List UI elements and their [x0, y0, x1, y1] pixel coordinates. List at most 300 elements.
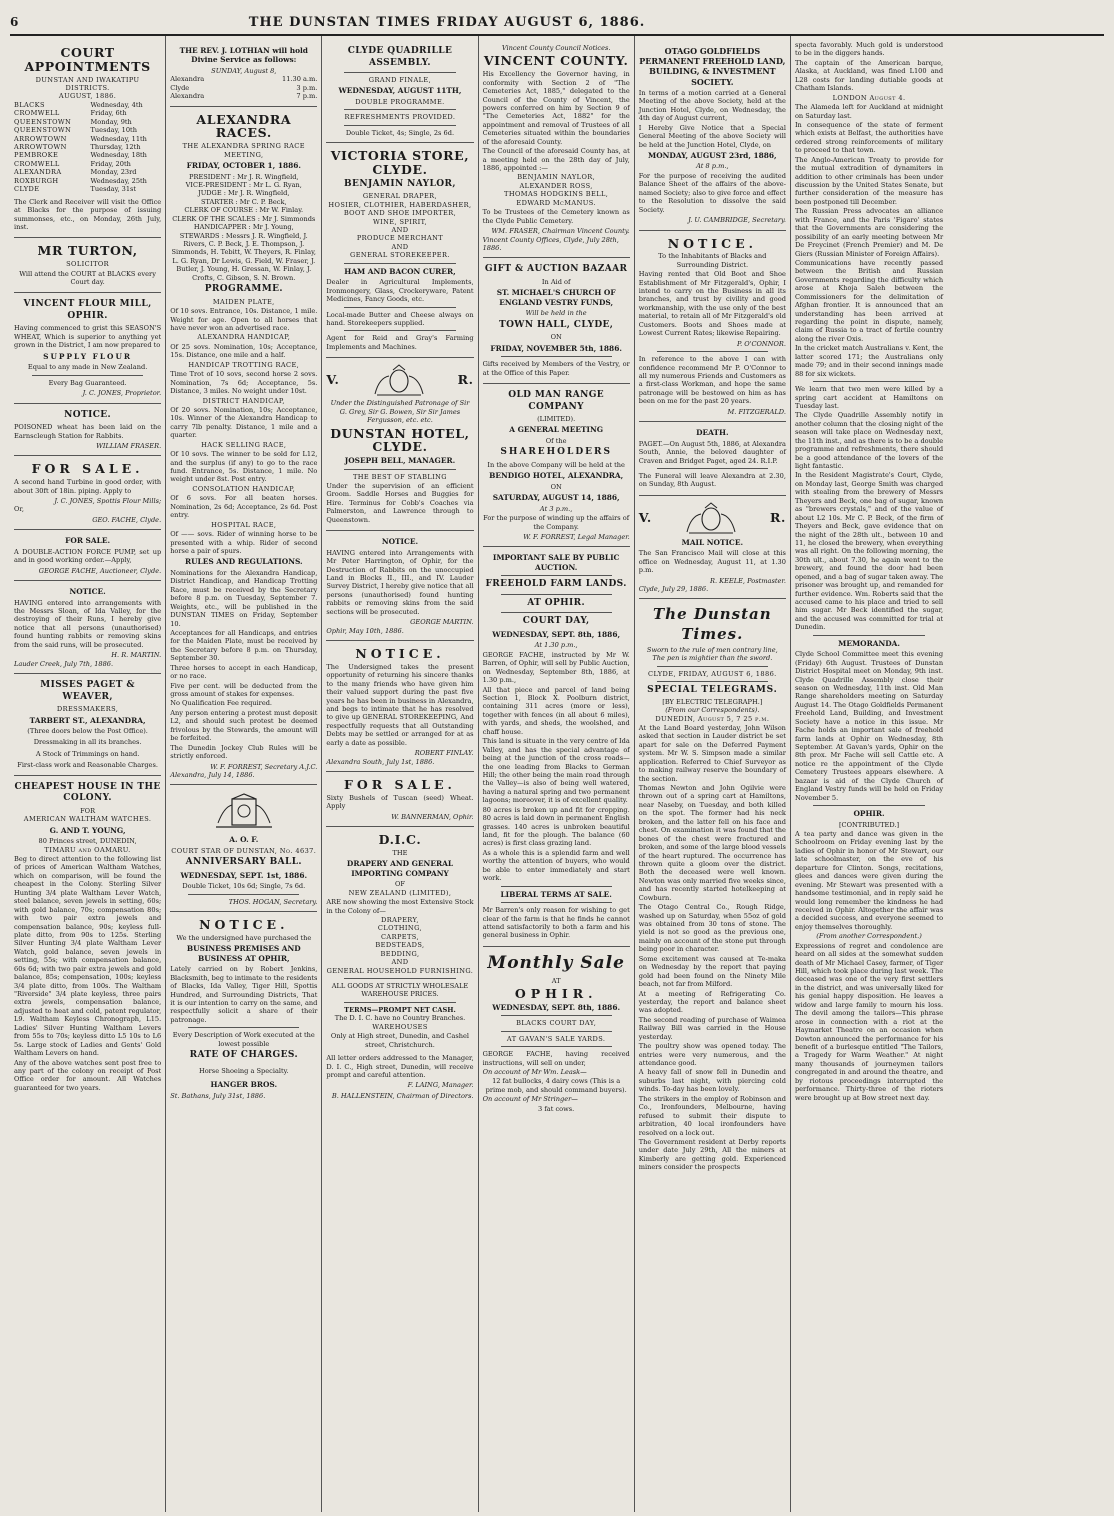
court-row	[14, 143, 161, 151]
memo-body: Clyde School Committee meet this evening (Friday) 6th August. Trustees of Dunstan District Hospital meet on Monday, 9th inst. Clyde Quadrille Assembly close their season on Wednesday, 11th inst. Old Man Range shareholders meeting on Saturday August 14. The Otago Goldfields Permanent Freehold Land, Building, and Investment Society have a notice in this issue. Mr Fache holds an important sale of freehold farm lands at Ophir on Wednesday, 8th September. At Gavan's yards, Ophir on the 8th prox. Mr Fache will sell Cattle etc. A notice re the appointment of the Clyde Cemetery Trustees appears elsewhere. A bazaar is aid of the Clyde Church of England Vestry funds will be held on Friday November 5.	[794, 650, 944, 802]
vc-trust: To be Trustees of the Cemetery known as the Clyde Public Cemetery.	[482, 208, 630, 225]
ad-anniversary-ball	[170, 785, 317, 912]
race-event-text: Of 25 sovs. Nomination, 10s; Acceptance, 15s. Distance, one mile and a half.	[170, 342, 318, 360]
paget-stock: A Stock of Trimmings on hand.	[35, 749, 140, 758]
ad-monthly-sale	[483, 947, 630, 1119]
race-event-text: Of 10 sovs. The winner to be sold for L12, and the surplus (if any) to go to the race fund. Entrance, 5s. Distance, 1 mile. No weight under 8st. Post entry.	[170, 450, 318, 484]
ad-alexandra-races	[170, 107, 317, 786]
finlay-place: Alexandra South, July 1st, 1886.	[326, 757, 435, 766]
ophir-body: A tea party and dance was given in the Schoolroom on Friday evening last by the ladies of Ophir in honor of Mr Stewart, our late schoolmaster, on the eve of his departure for Clinton. Songs, recitations, glees and dances were given during the evening. Mr Stewart was presented with a handsome testimonial, and in reply said he would long remember the kindness he had received in Ophir. Altogether the affair was a decided success, and everyone seemed to enjoy themselves thoroughly.	[794, 830, 944, 931]
hotel-best: THE BEST OF STABLING	[352, 472, 447, 481]
dic-good: CLOTHING,	[377, 924, 423, 933]
rev-schedule	[170, 75, 317, 100]
court-place: PEMBROKE	[14, 151, 59, 160]
tele-body5: At a meeting of Refrigerating Co. yesterday, the report and balance sheet was adopted.	[638, 989, 786, 1015]
races-sig: W. F. FORREST, Secretary A.J.C.	[210, 762, 318, 771]
forsale-or: Or,	[14, 505, 24, 514]
monthly-at: AT	[551, 976, 561, 985]
mill-sig: J. C. JONES, Proprietor.	[82, 389, 162, 398]
otago-sig: J. U. CAMBRIDGE, Secretary.	[688, 216, 786, 225]
dic-prices: ALL GOODS AT STRICTLY WHOLESALE WAREHOUSE PRICES.	[331, 982, 469, 999]
ad-victoria-store	[326, 143, 473, 358]
races-title: ALEXANDRA RACES.	[196, 111, 292, 141]
vic-body: Dealer in Agricultural Implements, Ironmongery, Glass, Crockeryware, Patent Medicines, Fancy Goods, etc.	[326, 278, 474, 304]
court-month: AUGUST, 1886.	[58, 92, 117, 101]
tele-title: SPECIAL TELEGRAMS.	[647, 685, 778, 696]
death-funeral: The Funeral will leave Alexandra at 2.30, on Sunday, 8th August.	[638, 471, 786, 489]
shoe-ref: In reference to the above I can with confidence recommend Mr P. O'Connor to all my numerous Friends and Customers as a first-class Workman, and hope the same patronage will be bestowed on him as has been on me for the past 20 years.	[638, 355, 786, 406]
royal-arms-icon	[683, 500, 739, 536]
race-rule: Nominations for the Alexandra Handicap, District Handicap, and Handicap Trotting Race, must be received by the Secretary before 8 p.m. on Tuesday, September 7. Weights, etc., will be published in the DUNSTAN TIMES on Friday, September 10.	[170, 568, 318, 628]
ad-notice-finlay	[326, 641, 473, 772]
court-row	[14, 168, 161, 176]
finlay-body: The Undersigned takes the present opportunity of returning his sincere thanks to the many friends who have given him their valued support during the past five years he has been in business in Alexandra, and begs to intimate that he has resolved to give up GENERAL STOREKEEPING, And respectfully requests that all Outstanding Debts may be settled or arranged for at as early a date as possible.	[326, 662, 474, 747]
rabbit-body: HAVING entered into Arrangements with Mr Peter Harrington, of Ophir, for the Destruction of Rabbits on the unoccupied Land in Blocks II., III., and IV. Lauder Survey District, I hereby give notice that all persons (unauthorised) found hunting rabbits or removing skins from the said sections will be prosecuted.	[326, 548, 474, 616]
race-event-text: Of 20 sovs. Nomination, 10s; Acceptance, 10s. Winner of the Alexandra Handicap to carry 7lb penalty. Distance, 1 mile and a quarter.	[170, 405, 318, 440]
service-row	[170, 75, 317, 83]
race-official: VICE-PRESIDENT : Mr L. G. Ryan,	[185, 180, 302, 189]
shoe-title: NOTICE.	[667, 235, 757, 251]
bazaar-held: Will be held in the	[525, 309, 587, 318]
court-row	[14, 185, 161, 193]
finlay-title: NOTICE.	[355, 646, 445, 662]
auction-body3: This land is situate in the very centre of Ida Valley, and has the special advantage of being at the junction of the cross roads—the one leading from Blacks to German Hill; the other being the main road through the Valley—is also of being well watered, having a natural spring and two permanent lagoons; moreover, it is of excellent quality.	[482, 737, 630, 805]
news-body2: The captain of the American barque, Alaska, at Auckland, was fined L100 and L28 costs for landing dutiable goods at Chatham Islands.	[794, 58, 944, 93]
bazaar-title: GIFT & AUCTION BAZAAR	[484, 264, 628, 275]
otago-body1: In terms of a motion carried at a General Meeting of the above Society, held at the Junction Hotel, Clyde, on Wednesday, the 4th day of August current,	[638, 88, 786, 123]
mail-body: The San Francisco Mail will close at this office on Wednesday, August 11, at 1.30 p.m.	[638, 549, 786, 575]
auction-body5: As a whole this is a splendid farm and well worthy the attention of buyers, who would be able to enter immediately and start work.	[482, 848, 630, 883]
court-place: QUEENSTOWN	[14, 126, 72, 135]
ad-court-appointments	[14, 40, 161, 238]
vr-right: R.	[457, 372, 474, 388]
tele-body4: Some excitement was caused at Te-maka on Wednesday by the report that paying gold had been found on the Ninety Mile beach, not far from Milford.	[638, 954, 786, 989]
ad-for-sale-wheat	[326, 772, 473, 827]
ball-order: A. O. F.	[229, 835, 259, 845]
rules-title: RULES AND REGULATIONS.	[184, 557, 303, 567]
ad-flour-mill	[14, 293, 161, 403]
race-event-text: Time Trot of 10 sovs, second horse 2 sovs. Nomination, 7s 6d; Acceptance, 5s. Distance, 3 miles. No weight under 10st.	[170, 370, 318, 396]
service-time: 11.30 a.m.	[282, 75, 318, 84]
biz-prem: BUSINESS PREMISES AND BUSINESS AT OPHIR,	[186, 944, 301, 963]
wheat-body: Sixty Bushels of Tuscan (seed) Wheat. Apply	[326, 793, 474, 811]
race-rule: No Qualification Fee required.	[170, 699, 273, 708]
vc-body1: His Excellency the Governor having, in conformity with Section 2 of "The Cemeteries Act, 1885," delegated to the Council of the County of Vincent, the powers conferred on him by Section 9 of "The Cemeteries Act, 1882" for the appointment and removal of Trustees of all Cemeteries situated within the boundaries of the aforesaid County.	[482, 70, 630, 146]
column-5	[635, 36, 791, 1512]
auction-at: AT OPHIR.	[527, 597, 586, 608]
court-day: Thursday, 12th	[90, 143, 141, 151]
vr-left-2: V.	[638, 509, 652, 525]
news-body6: The Russian Press advocates an alliance with France, and the Paris 'Figaro' states that the Governments are considering the possibility of an early meeting between Mr De Freycinet (French Premier) and M. De Giers (Russian Minister of Foreign Affairs).	[794, 207, 944, 258]
biz-text: Lately carried on by Robert Jenkins, Blacksmith, beg to intimate to the residents of Blacks, Ida Valley, Tiger Hill, Spottis Hundred, and Surrounding Districts, That it is our intention to carry on the same, and respectfully solicit a share of their patronage.	[170, 965, 318, 1024]
biz-horse: Horse Shoeing a Specialty.	[198, 1066, 289, 1075]
vc-names	[483, 173, 630, 207]
pump-title: FOR SALE.	[65, 536, 111, 546]
paper-title: The Dunstan Times.	[653, 605, 772, 643]
race-event-name: HANDICAP TROTTING RACE,	[188, 360, 300, 369]
mill-supply: SUPPLY FLOUR	[43, 351, 133, 361]
dic-ware: WAREHOUSES	[372, 1022, 428, 1031]
service-time: 7 p.m.	[296, 92, 318, 101]
cheap-firm: G. AND T. YOUNG,	[49, 825, 126, 835]
auction-body6: Mr Barren's only reason for wishing to get clear of the farm is that he finds he cannot attend satisfactorily to both a farm and his general business in Ophir.	[482, 906, 630, 940]
auction-body4: 80 acres is broken up and fit for cropping. 80 acres is laid down in permanent English grasses. 140 acres is unbroken beautiful land, fit for the plough. The balance (60 acres) is first class grazing land.	[482, 805, 630, 848]
news-body9: We learn that two men were killed by a spring cart accident at Hamiltons on Tuesday last.	[794, 385, 944, 410]
tele-body8: A heavy fall of snow fell in Dunedin and suburbs last night, with piercing cold winds. To-day has been lovely.	[638, 1068, 786, 1094]
cheap-addr: 80 Princes street, DUNEDIN,	[38, 837, 137, 846]
ball-court: COURT STAR OF DUNSTAN, No. 4637.	[171, 846, 317, 855]
monthly-acc1: On account of Mr Wm. Leask—	[482, 1068, 587, 1077]
notice2-title: NOTICE.	[69, 587, 106, 597]
race-official: CLERK OF THE SCALES : Mr J. Simmonds	[172, 214, 316, 223]
monthly-court: BLACKS COURT DAY,	[516, 1019, 597, 1028]
vic-trade: AND	[391, 226, 409, 235]
vc-sig: WM. FRASER, Chairman Vincent County.	[491, 227, 630, 236]
cheap-addr2: TIMARU and OAMARU.	[44, 845, 131, 854]
notice2-date: Lauder Creek, July 7th, 1886.	[14, 659, 114, 668]
vic-trade: GENERAL DRAPER,	[362, 192, 438, 201]
court-place: ALEXANDRA	[14, 168, 62, 177]
ad-vincent-county	[483, 40, 630, 258]
shoe-body: Having rented that Old Boot and Shoe Establishment of Mr Fitzgerald's, Ophir, I intend to carry on the Business in all its branches, and trust by civility and good workmanship, with the use only of the best material, to retain all of Mr Fitzgerald's old Customers. Boots and Shoes made at Lowest Current Rates; likewise Repairing.	[638, 270, 786, 338]
monthly-date: WEDNESDAY, SEPT. 8th, 1886.	[492, 1002, 621, 1012]
court-day: Tuesday, 10th	[90, 126, 137, 135]
forsale-sig2: GEO. FACHE, Clyde.	[92, 515, 162, 524]
auction-body2: All that piece and parcel of land being Section 1, Block X. Poolburn district, containing 311 acres (more or less), together with fences (in all about 6 miles), with yards, and sheds, the woolshed, and chaff house.	[482, 685, 630, 736]
forsale-sig1: J. C. JONES, Spottis Flour Mills;	[54, 497, 162, 506]
biz-body: We the undersigned have purchased the	[176, 933, 312, 942]
monthly-place: OPHIR.	[514, 986, 598, 1002]
vic-trades	[326, 192, 473, 260]
ad-rev-lothian	[170, 40, 317, 107]
race-events	[170, 298, 317, 556]
column-3	[322, 36, 478, 1512]
dic-showing: ARE now showing the most Extensive Stock in the Colony of—	[326, 898, 474, 915]
cheap-for: FOR	[80, 806, 96, 815]
race-event-text: Of 10 sovs. Entrance, 10s. Distance, 1 mile. Weight for age. Open to all horses that have never won an advertised race.	[170, 307, 318, 333]
dic-of: OF	[394, 880, 405, 889]
court-place: BLACKS	[14, 100, 45, 109]
vic-title: VICTORIA STORE, CLYDE.	[330, 148, 470, 177]
wheat-sig: W. BANNERMAN, Ophir.	[391, 812, 474, 821]
news-body8: In the cricket match Australians v. Kent, the latter scored 171; the Australians only made 79; and in their second innings made 88 for six wickets.	[794, 344, 944, 378]
auction-terms: LIBERAL TERMS AT SALE.	[500, 889, 612, 899]
range-date: SATURDAY, AUGUST 14, 1886,	[492, 493, 620, 503]
mail-title: MAIL NOTICE.	[681, 537, 744, 547]
rev-sunday: SUNDAY, August 8,	[211, 66, 277, 75]
dic-good: BEDDING,	[380, 949, 420, 958]
dic-nz: NEW ZEALAND (LIMITED),	[348, 888, 452, 897]
wheat-title: FOR SALE.	[344, 777, 456, 793]
court-place: QUEENSTOWN	[14, 117, 72, 126]
race-event-text: Of 6 sovs. For all beaten horses. Nomination, 2s 6d; Acceptance, 2s 6d. Post entry.	[170, 494, 318, 520]
tele-body2: Thomas Newton and John Ogilvie were thrown out of a spring cart at Hamiltons, near Naseby, on Tuesday, and both killed on the spot. The former had his neck broken, and the latter fell on his face and chest. On examination it was found that the bones of the chest were fractured and broken, and some of the large blood vessels of the heart ruptured. The occurrence has thrown quite a gloom over the district. Both the deceased were well known. Newton was only married five weeks since, and has recently started hotelkeeping at Cowburn.	[638, 784, 786, 902]
race-official: PRESIDENT : Mr J. R. Wingfield,	[189, 172, 299, 181]
race-event-name: DISTRICT HANDICAP,	[202, 396, 285, 405]
pump-sig: GEORGE FACHE, Auctioneer, Clyde.	[38, 566, 162, 575]
dic-good: BEDSTEADS,	[375, 941, 425, 950]
masthead	[10, 10, 1104, 36]
court-row	[14, 135, 161, 143]
dic-title: D.I.C.	[378, 832, 422, 848]
race-rule: Five per cent. will be deducted from the gross amount of stakes for expenses.	[170, 681, 318, 699]
race-rules	[170, 569, 317, 761]
column-6	[791, 36, 947, 1512]
quad-ref: REFRESHMENTS PROVIDED.	[344, 113, 456, 122]
finlay-sig: ROBERT FINLAY.	[414, 749, 474, 758]
biz-place: St. Bathans, July 31st, 1886.	[170, 1091, 266, 1100]
court-day: Wednesday, 11th	[90, 134, 147, 143]
court-row	[14, 101, 161, 109]
pump-body: A DOUBLE-ACTION FORCE PUMP, set up and in good working order.—Apply,	[14, 547, 162, 565]
paper-date: CLYDE, FRIDAY, AUGUST 6, 1886.	[648, 669, 777, 678]
dic-good: DRAPERY,	[381, 915, 419, 924]
quad-grand: GRAND FINALE,	[368, 76, 432, 85]
mail-sig: R. KEELE, Postmaster.	[710, 576, 786, 585]
service-place: Clyde	[170, 83, 190, 92]
otago-date: MONDAY, AUGUST 23rd, 1886,	[648, 151, 777, 160]
monthly-body: GEORGE FACHE, having received instructions, will sell on under,	[482, 1050, 630, 1067]
quad-title: CLYDE QUADRILLE ASSEMBLY.	[347, 46, 453, 68]
dic-terms: TERMS—PROMPT NET CASH.	[344, 1005, 456, 1014]
news-body7: Communications have recently passed between the British and Russian Governments regarding the difficulty which arose at Khoja Saleh between the Commissioners for the delimitation of Afghan frontier. It is announced that an understanding has been arrived at regarding the point in dispute, namely, claim of Russia to a tract of fertile country along the river Oxis.	[794, 258, 944, 343]
bazaar-hall: TOWN HALL, CLYDE,	[498, 319, 614, 330]
otago-time: At 8 p.m.,	[696, 162, 729, 171]
vic-trade: HOSIER, CLOTHIER, HABERDASHER,	[328, 200, 472, 209]
biz-rate: RATE OF CHARGES.	[189, 1050, 298, 1061]
column-1	[10, 36, 166, 1512]
forsale-body: A second hand Turbine in good order, with about 30ft of 18in. piping. Apply to	[14, 478, 162, 495]
ophir-title: OPHIR.	[853, 809, 885, 819]
paget-body: Dressmaking in all its branches.	[33, 738, 142, 747]
news-body1: specta favorably. Much gold is understood to be in the diggers hands.	[794, 41, 944, 58]
ad-for-sale-pump	[14, 530, 161, 581]
vr-left: V.	[326, 372, 340, 388]
court-day: Monday, 23rd	[90, 168, 137, 177]
race-official: JUDGE : Mr J. R. Wingfield,	[198, 189, 290, 198]
ad-hanger-bros	[170, 912, 317, 1105]
bazaar-aid: In Aid of	[541, 277, 571, 286]
column-4	[479, 36, 635, 1512]
race-event-name: MAIDEN PLATE,	[212, 297, 275, 306]
dic-addr: Only at High street, Dunedin, and Cashel street, Christchurch.	[330, 1032, 469, 1049]
service-row	[170, 84, 317, 92]
court-place: ARROWTOWN	[14, 143, 67, 151]
race-official: CLERK OF COURSE : Mr W. Finlay.	[184, 206, 304, 215]
dic-letters: All letter orders addressed to the Manager, D. I. C., High street, Dunedin, will receive prompt and careful attention.	[326, 1054, 474, 1079]
monthly-items1: 12 fat bullocks, 4 dairy cows (This is a prime mob, and should command buyers).	[485, 1077, 627, 1094]
race-official: STARTER : Mr C. P. Beck,	[200, 197, 287, 206]
court-schedule	[14, 101, 161, 194]
quad-ticket: Double Ticket, 4s; Single, 2s 6d.	[345, 128, 455, 137]
hotel-body: Under the supervision of an efficient Groom. Saddle Horses and Buggies for Hire. Terminus for Cobb's Coaches via Palmerston, and Lawrence through to Queenstown.	[326, 482, 474, 524]
news-body10: The Clyde Quadrille Assembly notify in another column that the closing night of the season will take place on Wednesday next, the 11th inst., and as there is to be a double programme and refreshments, there should be a good attendance of the lovers of the light fantastic.	[794, 411, 944, 470]
ad-notice-poison	[14, 404, 161, 457]
dic-branches: The D. I. C. have no Country Branches.	[334, 1014, 466, 1023]
tele-body9: The strikers in the employ of Robinson and Co., Ironfounders, Melbourne, having refused to submit their dispute to arbitration, 40 local ironfounders have resolved on a lock out.	[638, 1094, 786, 1137]
death-title: DEATH.	[696, 428, 729, 438]
mail-notice	[639, 496, 786, 600]
paper-motto2: The pen is mightier than the sword.	[652, 654, 773, 663]
auction-date: WEDNESDAY, SEPT. 8th, 1886,	[492, 629, 621, 639]
notice2-sig: H. R. MARTIN.	[111, 651, 162, 660]
tele-dateline: DUNEDIN, August 5, 7 25 p.m.	[655, 714, 770, 723]
tele-body1: At the Land Board yesterday, John Wilson asked that section in Lauder district be set apart for sale on the Deferred Payment system. Mr W. S. Simpson made a similar application. Referred to Chief Surveyor as to making railway reserve the boundary of the section.	[638, 723, 786, 783]
range-sig: W. F. FORREST, Legal Manager.	[523, 533, 630, 542]
range-share: SHAREHOLDERS	[500, 447, 612, 458]
mail-place: Clyde, July 29, 1886.	[638, 585, 709, 594]
ball-sig: THOS. HOGAN, Secretary.	[228, 897, 318, 906]
dic-sig2: B. HALLENSTEIN, Chairman of Directors.	[331, 1091, 474, 1100]
court-day: Tuesday, 31st	[90, 185, 137, 194]
shoe-to: To the Inhabitants of Blacks and Surrounding District.	[658, 252, 767, 269]
mill-equal: Equal to any made in New Zealand.	[27, 363, 148, 372]
masthead-title: THE DUNSTAN TIMES FRIDAY AUGUST 6, 1886.	[248, 14, 646, 30]
mill-title: VINCENT FLOUR MILL, OPHIR.	[23, 299, 152, 321]
mill-guarantee: Every Bag Guaranteed.	[48, 378, 127, 387]
range-ltd: (LIMITED).	[537, 415, 576, 424]
ad-for-sale-turbine	[14, 456, 161, 530]
vic-trade: WINE, SPIRIT,	[372, 217, 427, 226]
notice2-body: HAVING entered into arrangements with the Messrs Sloan, of Ida Valley, for the destroying of their Runs, I hereby give notice that all persons (unauthorised) found hunting rabbits or removing skins from the said runs, will be prosecuted.	[14, 598, 162, 649]
ball-title: ANNIVERSARY BALL.	[185, 857, 302, 868]
court-day: Wednesday, 18th	[90, 151, 147, 160]
service-place: Alexandra	[170, 92, 205, 101]
range-title: OLD MAN RANGE COMPANY	[508, 390, 605, 412]
service-place: Alexandra	[170, 75, 205, 84]
biz-sig: HANGER BROS.	[210, 1080, 278, 1090]
race-official: STEWARDS : Messrs J. R. Wingfield, J. Rivers, C. P. Beck, J. E. Thompson, J. Simmonds, H. Tebitt, W. Theyers, R. Finlay, L. G. Ryan, Dr Lewis, G. Field, W. Fraser, J. Butler, J. Young, H. Gressan, W. Finlay, J. Crofts, C. Gibson, S. N. Brown.	[171, 231, 317, 282]
vr-right-2: R.	[769, 509, 786, 525]
vic-butter: Local-made Butter and Cheese always on hand. Storekeepers supplied.	[326, 310, 474, 327]
ad-gift-bazaar	[483, 258, 630, 384]
hotel-title: DUNSTAN HOTEL, CLYDE.	[330, 425, 470, 455]
quad-date: WEDNESDAY, AUGUST 11TH,	[338, 86, 462, 96]
paget-note: (Three doors below the Post Office).	[27, 727, 148, 736]
ad-paget-weaver	[14, 674, 161, 776]
ad-notice-harrington	[326, 531, 473, 641]
dic-good: GENERAL HOUSEHOLD FURNISHING.	[326, 966, 474, 975]
notice1-sig: WILLIAM FRASER.	[96, 441, 162, 450]
otago-body3: For the purpose of receiving the audited Balance Sheet of the affairs of the above-named Society; also to give force and effect to the Resolution to dissolve the said Society.	[638, 171, 786, 214]
vic-trade: BOOT AND SHOE IMPORTER,	[343, 209, 457, 218]
race-event-name: CONSOLATION HANDICAP,	[192, 484, 296, 493]
tele-body10: The Government resident at Derby reports under date July 29th, All the miners at Kimberly are getting gold. Experienced miners consider the prospects	[638, 1137, 786, 1172]
shoe-sig2: M. FITZGERALD.	[727, 407, 786, 416]
court-day: Wednesday, 25th	[90, 176, 147, 185]
page-number: 6	[10, 15, 19, 29]
ball-date: WEDNESDAY, SEPT. 1st, 1886.	[180, 870, 308, 880]
vic-trade: GENERAL STOREKEEPER.	[350, 251, 450, 260]
bazaar-gifts: Gifts received by Members of the Vestry, or at the Office of this Paper.	[482, 360, 630, 377]
editorial	[639, 599, 786, 1177]
vc-title: VINCENT COUNTY.	[483, 53, 629, 69]
ad-public-auction	[483, 547, 630, 946]
vc-name: ALEXANDER ROSS,	[519, 181, 593, 190]
ad-cheapest-house	[14, 776, 161, 1099]
range-body: In the above Company will be held at the	[487, 460, 625, 469]
rev-title: THE REV. J. LOTHIAN will hold Divine Service as follows:	[179, 46, 308, 65]
rabbit-title: NOTICE.	[381, 537, 419, 547]
news-body5: The Anglo-American Treaty to provide for the mutual extradition of dynamiters in addition to other criminals has been under discussion by the United States Senate, but further consideration of the measure has been postponed till December.	[794, 155, 944, 206]
race-event-text: Of —— sovs. Rider of winning horse to be presented with a whip. Rider of second horse a pair of spurs.	[170, 530, 318, 555]
paget-addr: TARBERT ST., ALEXANDRA,	[29, 715, 146, 725]
otago-body2: I Hereby Give Notice that a Special General Meeting of the above Society will be held at the Junction Hotel, Clyde, on	[638, 123, 786, 149]
dic-good: CARPETS,	[380, 932, 419, 941]
cheap-sub: AMERICAN WALTHAM WATCHES.	[23, 815, 152, 824]
races-date: FRIDAY, OCTOBER 1, 1886.	[186, 161, 301, 171]
forsale-title: FOR SALE.	[31, 461, 144, 477]
vc-body2: The Council of the aforesaid County has, at a meeting held on the 28th day of July, 1886, appointed :—	[482, 147, 630, 172]
service-row	[170, 92, 317, 100]
biz-title: NOTICE.	[199, 917, 289, 933]
vic-trade: AND	[391, 242, 409, 251]
news-body3: The Alameda left for Auckland at midnight on Saturday last.	[794, 103, 944, 120]
vc-place: Vincent County Offices, Clyde, July 28th, 1886.	[482, 235, 619, 252]
corr-title: (From another Correspondent.)	[816, 932, 922, 941]
turton-body: Will attend the COURT at BLACKS every Court day.	[19, 269, 156, 286]
vic-ham: HAM AND BACON CURER,	[344, 266, 456, 276]
monthly-yards: AT GAVAN'S SALE YARDS.	[506, 1034, 606, 1043]
range-of: Of the	[545, 436, 567, 445]
vc-head: Vincent County Council Notices.	[501, 44, 611, 52]
court-note: The Clerk and Receiver will visit the Office at Blacks for the purpose of issuing summonses, etc., on Monday, 26th July, inst.	[14, 197, 162, 231]
court-row	[14, 118, 161, 126]
vic-agent: Agent for Reid and Gray's Farming Implements and Machines.	[326, 334, 474, 351]
biz-every: Every Description of Work executed at the lowest possible	[172, 1031, 315, 1048]
notice1-body: POISONED wheat has been laid on the Earnscleugh Station for Rabbits.	[14, 423, 162, 440]
ophir-contrib: [CONTRIBUTED.]	[838, 820, 900, 829]
paget-sub: DRESSMAKERS,	[56, 705, 119, 714]
news-body11: In the Resident Magistrate's Court, Clyde, on Monday last, George Smith was charged with stealing from the brewery of Messrs Theyers and Beck, one bag of sugar, known as "brewers crystals," and of the value of about L2 10s. Mr C. P. Beck, of the firm of Theyers and Beck, gave evidence that on the night of the 28th ult., between 10 and 11, he closed the brewery, when everything was all right. On the following morning, the 30th ult., about 7.30, he again went to the brewery, and found the door had been opened, and a bag of sugar taken away. The prisoner was brought up, and remanded for further evidence. Wm. Roberts said that the accused came to his place and tried to sell him sugar. Mr Beck identified the sugar, and the accused was committed for trial at Dunedin.	[794, 471, 944, 632]
race-official: HANDICAPPER : Mr J. Young,	[193, 223, 294, 232]
dic-good: AND	[391, 958, 409, 967]
court-place: CROMWELL	[14, 159, 60, 168]
monthly-title: Monthly Sale	[487, 952, 625, 973]
memo-title: MEMORANDA.	[838, 638, 900, 648]
vc-name: THOMAS HODGKINS BELL,	[504, 190, 609, 199]
auction-court: COURT DAY,	[522, 616, 590, 627]
rabbit-place: Ophir, May 10th, 1886.	[326, 626, 404, 635]
ad-turton	[14, 238, 161, 293]
tele-body6: The second reading of purchase of Waimea Railway Bill was carried in the House yesterday.	[638, 1015, 786, 1041]
tele-from: (From our Correspondents).	[665, 706, 760, 715]
quad-prog: DOUBLE PROGRAMME.	[355, 97, 445, 106]
corr-body: Expressions of regret and condolence are heard on all sides at the somewhat sudden death of Mr Michael Casey, farmer, of Tiger Hill, which took place during last week. The deceased was one of the very first settlers in the district, and was universally liked for his genial happy disposition. He leaves a widow and large family to mourn his loss. The devil among the tailors—This phrase arose in connection with a riot at the Haymarket Theatre on an occasion when Dowton announced the performance for his benefit of a burlesque entitled "The Tailors, a Tragedy for Warm Weather." At night many thousands of journeymen tailors congregated in and around the theatre, and by riotous proceedings interrupted the performance. Thirty-three of the rioters were brought up at Bow street next day.	[794, 941, 944, 1102]
race-rule: Three horses to accept in each Handicap, or no race.	[170, 663, 318, 681]
prog-title: PROGRAMME.	[204, 284, 283, 295]
race-officials	[170, 173, 317, 283]
vc-name: BENJAMIN NAYLOR,	[517, 173, 596, 182]
ad-old-man-range	[483, 384, 630, 547]
service-time: 3 p.m.	[296, 83, 318, 92]
dic-name: DRAPERY AND GENERAL IMPORTING COMPANY	[346, 859, 454, 878]
ad-dunstan-hotel	[326, 358, 473, 531]
court-row	[14, 151, 161, 159]
court-place: ARROWTOWN	[14, 134, 67, 143]
court-day: Monday, 9th	[90, 117, 132, 126]
tele-body3: The Otago Central Co., Rough Ridge, washed up on Saturday, when 55oz of gold was obtained from 30 tons of stone. The yield is not so good as the previous one, mainly on account of the stone put through being poor in character.	[638, 903, 786, 954]
race-event-name: ALEXANDRA HANDICAP,	[197, 333, 291, 342]
race-event-name: HOSPITAL RACE,	[211, 520, 277, 529]
court-row	[14, 177, 161, 185]
court-day: Wednesday, 4th	[90, 100, 143, 109]
dic-sig1: F. LAING, Manager.	[407, 1081, 474, 1090]
death-notice	[639, 422, 786, 496]
monthly-items2: 3 fat cows.	[538, 1104, 575, 1113]
bazaar-date: FRIDAY, NOVEMBER 5th, 1886.	[490, 343, 622, 353]
court-row	[14, 160, 161, 168]
